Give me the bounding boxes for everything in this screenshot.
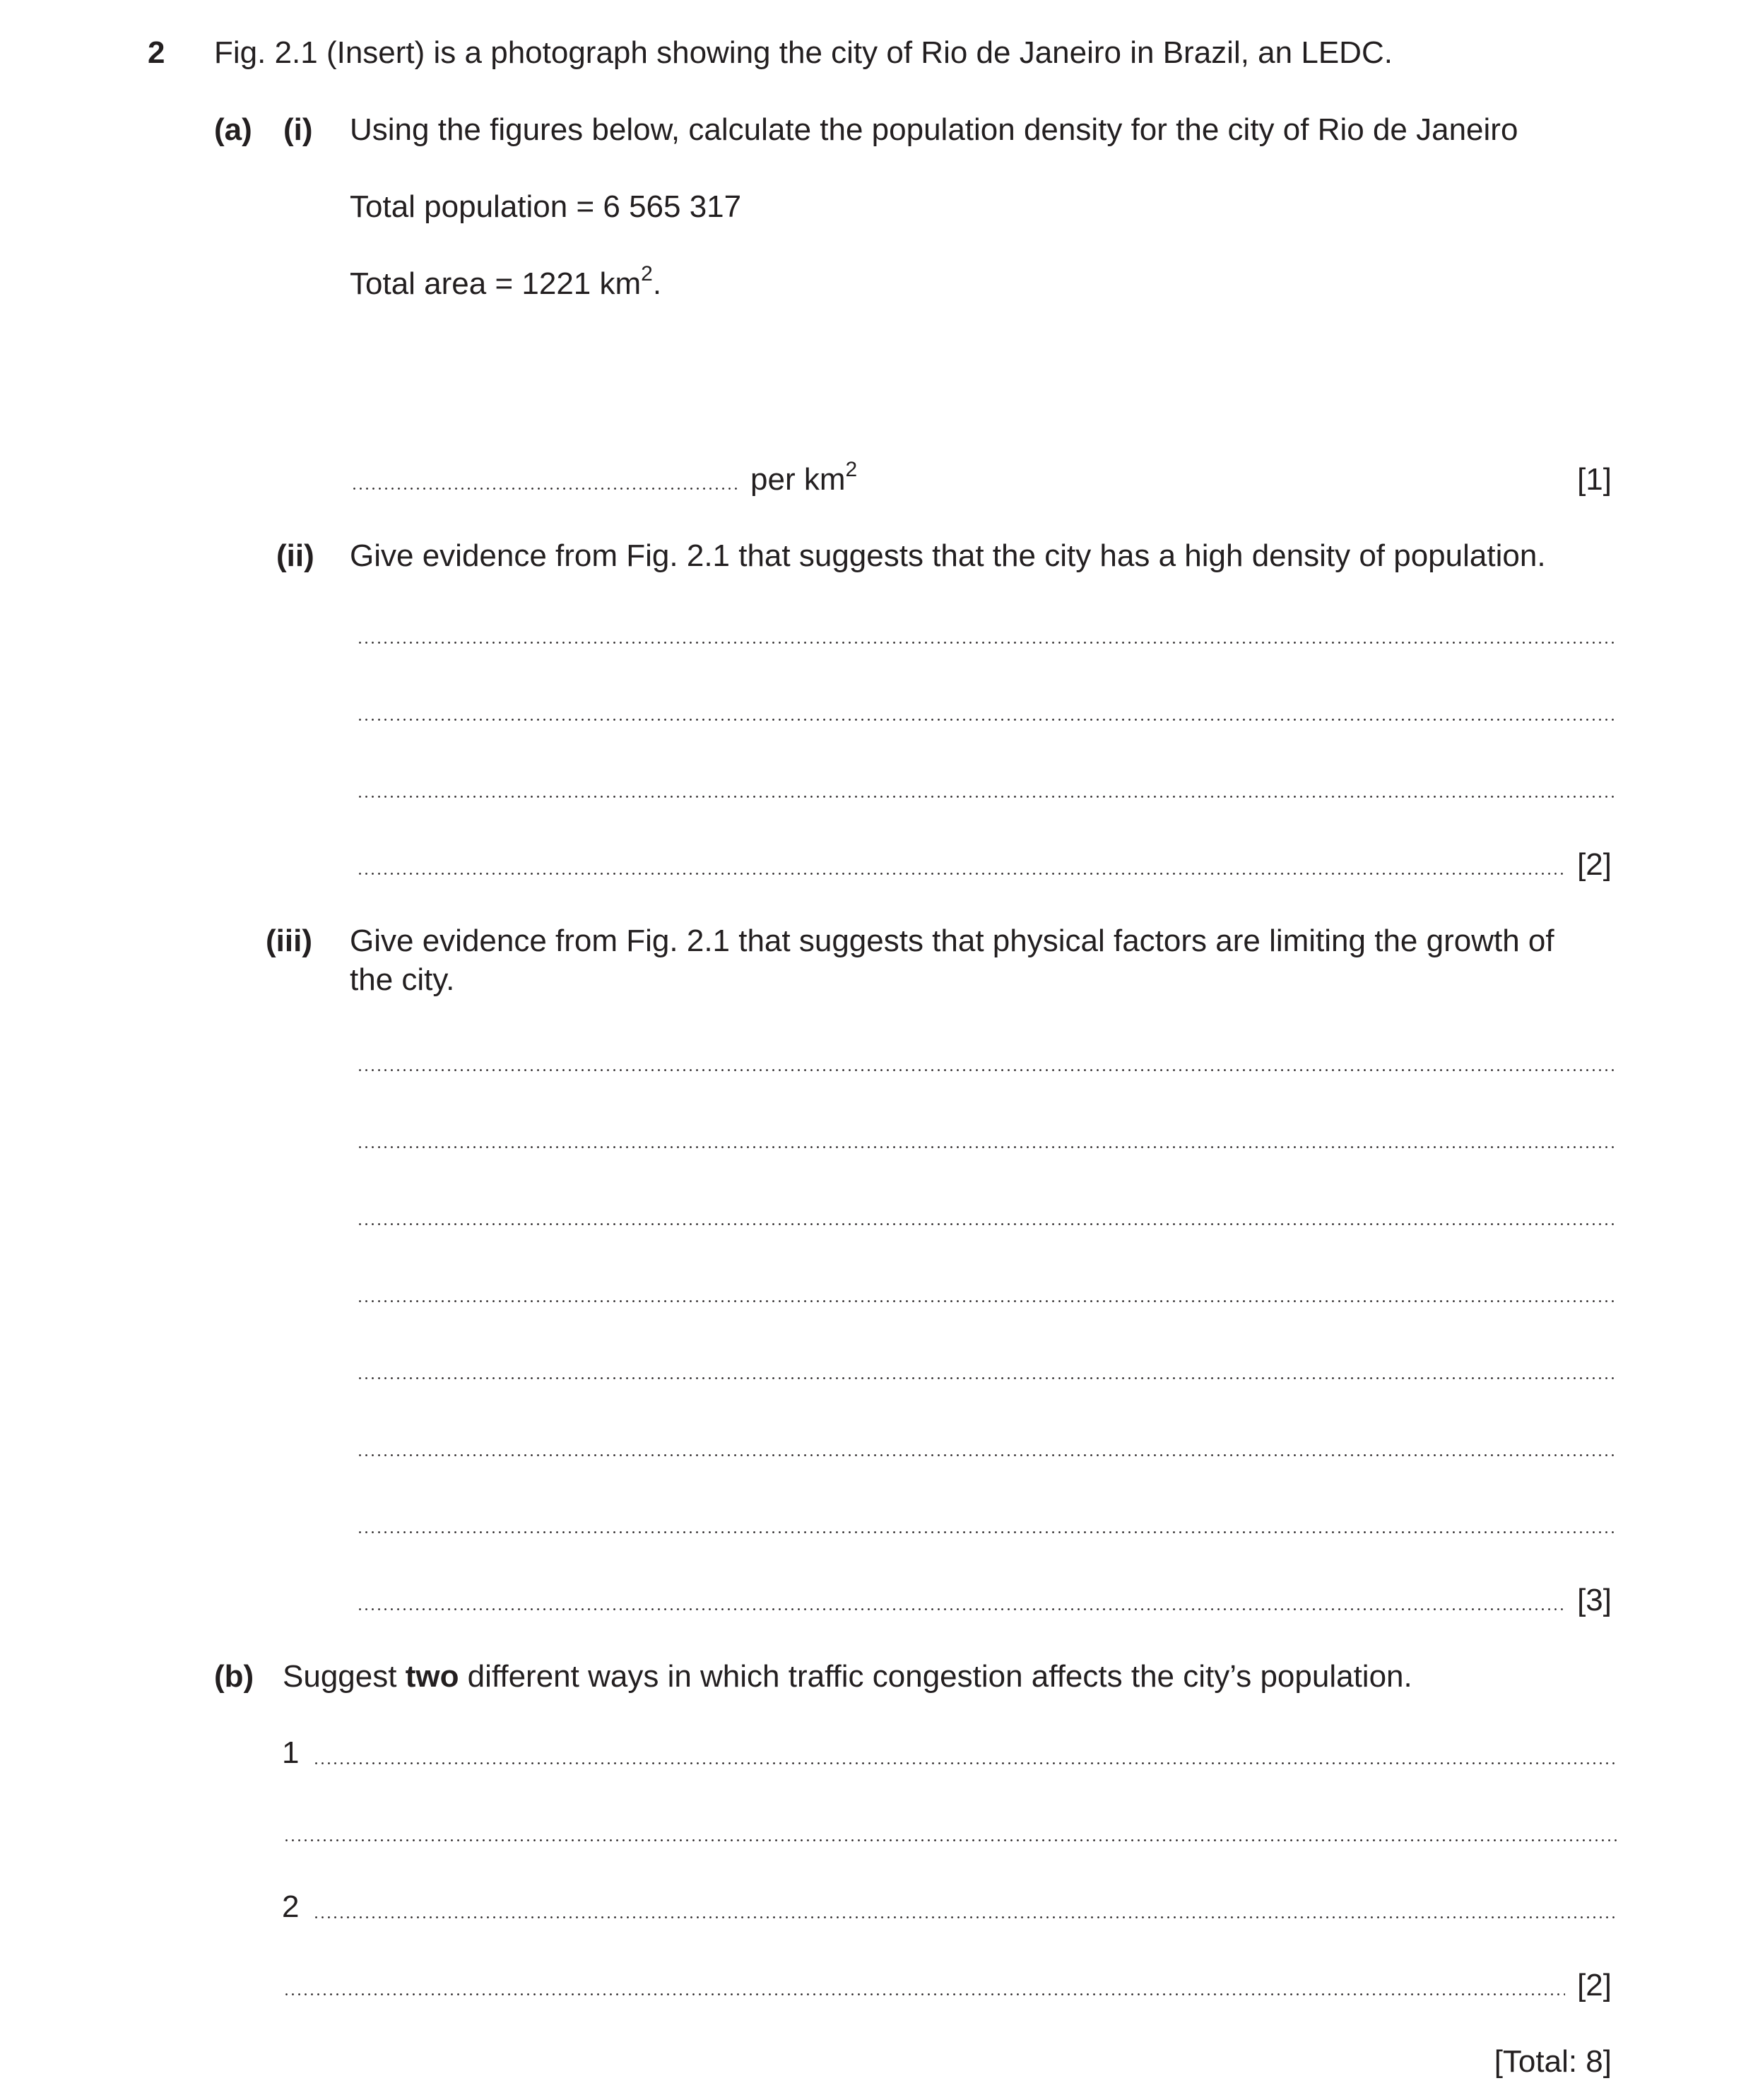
area-superscript: 2	[641, 262, 653, 285]
answer-line-a-ii-2[interactable]	[357, 719, 1617, 721]
answer-line-a-iii-2[interactable]	[357, 1146, 1617, 1148]
question-intro: Fig. 2.1 (Insert) is a photograph showing the city of Rio de Janeiro in Brazil, an LEDC.	[214, 35, 1393, 70]
answer-unit	[750, 458, 858, 497]
answer-b-1-number: 1	[282, 1735, 300, 1770]
answer-line-density[interactable]	[351, 488, 738, 490]
answer-unit-superscript: 2	[845, 458, 858, 481]
answer-line-a-iii-4[interactable]	[357, 1300, 1617, 1302]
part-b-prompt	[283, 1659, 1412, 1694]
marks-a-ii: [2]	[1577, 847, 1612, 882]
marks-b: [2]	[1577, 1968, 1612, 2002]
subpart-ii-prompt: Give evidence from Fig. 2.1 that suggests that the city has a high density of population.	[350, 538, 1546, 573]
answer-line-b-1b[interactable]	[283, 1839, 1617, 1841]
answer-line-a-iii-7[interactable]	[357, 1531, 1617, 1533]
answer-line-a-iii-1[interactable]	[357, 1069, 1617, 1071]
answer-line-a-iii-5[interactable]	[357, 1377, 1617, 1379]
part-b-prompt-start: Suggest	[283, 1659, 406, 1694]
subpart-iii-label: (iii)	[266, 924, 312, 958]
answer-line-a-ii-4[interactable]	[357, 873, 1565, 875]
marks-a-i: [1]	[1577, 462, 1612, 497]
subpart-iii-prompt-line1: Give evidence from Fig. 2.1 that suggests that physical factors are limiting the growth of	[350, 924, 1554, 958]
part-b-prompt-emphasis: two	[405, 1659, 459, 1694]
subpart-iii-prompt-line2: the city.	[350, 962, 455, 997]
part-b-prompt-end: different ways in which traffic congestion affects the city’s population.	[459, 1659, 1412, 1694]
answer-line-a-iii-8[interactable]	[357, 1608, 1565, 1610]
population-figure: Total population = 6 565 317	[350, 189, 742, 224]
area-suffix: .	[652, 266, 662, 301]
subpart-i-label: (i)	[283, 112, 313, 147]
part-a-label: (a)	[214, 112, 252, 147]
answer-b-2-number: 2	[282, 1889, 300, 1924]
answer-line-b-2b[interactable]	[283, 1993, 1565, 1995]
subpart-ii-label: (ii)	[276, 538, 314, 573]
area-figure	[350, 262, 662, 302]
answer-line-a-ii-1[interactable]	[357, 642, 1617, 644]
answer-unit-text: per km	[750, 462, 846, 497]
marks-a-iii: [3]	[1577, 1583, 1612, 1617]
answer-line-b-2a[interactable]	[313, 1916, 1617, 1918]
answer-line-a-ii-3[interactable]	[357, 796, 1617, 798]
part-b-label: (b)	[214, 1659, 254, 1694]
area-figure-text: Total area = 1221 km	[350, 266, 642, 301]
total-marks: [Total: 8]	[1494, 2044, 1612, 2079]
answer-line-b-1a[interactable]	[313, 1762, 1617, 1764]
question-number: 2	[148, 35, 165, 70]
answer-line-a-iii-6[interactable]	[357, 1454, 1617, 1456]
subpart-i-prompt: Using the figures below, calculate the population density for the city of Rio de Janeiro	[350, 112, 1518, 147]
answer-line-a-iii-3[interactable]	[357, 1223, 1617, 1225]
